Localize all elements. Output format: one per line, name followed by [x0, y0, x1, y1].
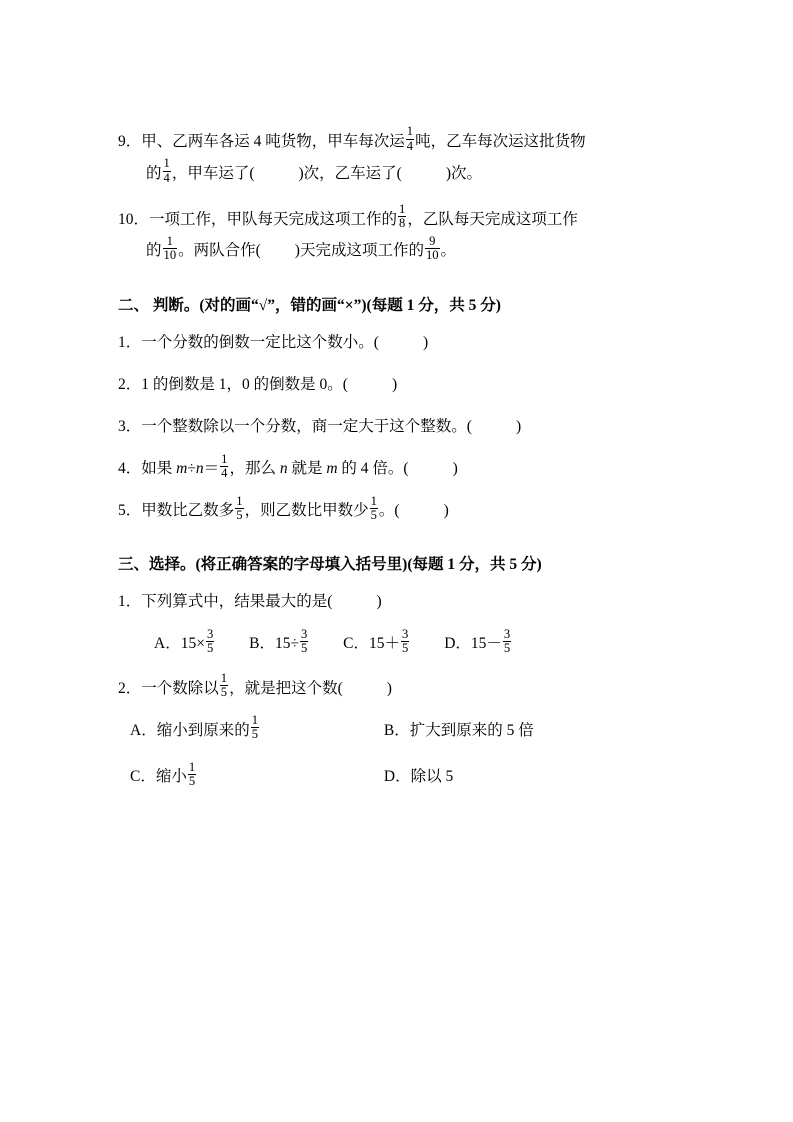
option-text: 15× — [180, 635, 205, 653]
true-false-item-2 — [118, 369, 707, 400]
item-text: 一个数除以 — [141, 679, 219, 697]
item-text: 的 — [146, 164, 162, 182]
item-text: 甲、乙两车各运 4 吨货物，甲车每次运 — [141, 133, 405, 150]
option-label: D． — [444, 635, 471, 653]
item-text: ) — [376, 593, 382, 611]
option-text: 缩小 — [155, 768, 187, 786]
fraction-one-fifth: $\frac{1}{5}$ — [220, 671, 228, 700]
option-text: 15＋ — [369, 635, 401, 653]
option-b[interactable] — [249, 628, 309, 661]
item-text: 下列算式中，结果最大的是( — [141, 593, 333, 611]
option-b[interactable] — [384, 715, 634, 748]
true-false-item-3 — [118, 411, 707, 442]
item-text: )次。 — [445, 164, 482, 182]
option-text: 缩小到原来的 — [156, 721, 250, 739]
choice-2-options-row-2 — [130, 761, 707, 794]
choice-2-options-row-1 — [130, 715, 707, 748]
item-line-2 — [146, 235, 707, 267]
variable-n: n — [279, 460, 288, 478]
item-number: 10． — [118, 210, 150, 228]
item-text: ) — [452, 460, 458, 478]
fraction-nine-tenths: $\frac{9}{10}$ — [425, 233, 439, 263]
item-text: 的 4 倍。( — [337, 460, 409, 478]
option-label: C． — [343, 635, 369, 653]
item-text: ) — [422, 334, 429, 352]
fraction-one-eighth: $\frac{1}{8}$ — [399, 201, 406, 231]
fraction-one-fifth: $\frac{1}{5}$ — [251, 713, 259, 742]
option-text: 除以 5 — [410, 768, 454, 786]
item-text: 。 — [440, 242, 457, 260]
choice-item-2 — [118, 673, 707, 704]
item-text: 甲数比乙数多 — [141, 502, 235, 520]
choice-1-options — [154, 628, 707, 661]
item-number: 3． — [118, 418, 142, 436]
fraction-one-fourth: $\frac{1}{4}$ — [163, 156, 170, 185]
item-number: 4． — [118, 460, 142, 478]
option-d[interactable] — [444, 628, 512, 661]
item-text: ) — [443, 502, 449, 520]
option-label: B． — [249, 635, 275, 653]
operator: ÷ — [187, 460, 196, 478]
true-false-item-4 — [118, 453, 707, 484]
option-a[interactable] — [130, 715, 380, 748]
item-text: ，甲车运了( — [171, 164, 255, 182]
true-false-item-1 — [118, 327, 707, 358]
item-text-cont: 吨，乙车每次运这批货物 — [415, 133, 586, 150]
item-text: 。两队合作( — [178, 242, 261, 260]
item-number: 2． — [118, 376, 142, 394]
item-text: 一个分数的倒数一定比这个数小。( — [141, 334, 379, 352]
item-number: 1． — [118, 593, 142, 611]
variable-n: n — [195, 460, 204, 478]
option-text: 扩大到原来的 5 倍 — [409, 721, 534, 739]
fraction-one-fourth: $\frac{1}{4}$ — [221, 451, 228, 480]
item-text: 如果 — [141, 460, 177, 478]
item-text: 一个整数除以一个分数，商一定大于这个整数。( — [141, 418, 472, 436]
fraction-one-fourth: $\frac{1}{4}$ — [406, 124, 414, 153]
variable-m: m — [176, 460, 188, 478]
item-text: ，就是把这个数( — [229, 679, 343, 697]
section-two-heading: 二、 判断。(对的画“√”，错的画“×”)(每题 1 分，共 5 分) — [118, 297, 501, 315]
item-line-2 — [146, 158, 707, 190]
item-text: ) — [391, 376, 398, 394]
fraction-one-fifth: $\frac{1}{5}$ — [188, 759, 196, 788]
fill-blank-item-10 — [118, 201, 707, 268]
option-text: 15÷ — [274, 635, 299, 653]
item-number: 2． — [118, 679, 142, 697]
fraction-one-fifth: $\frac{1}{5}$ — [236, 493, 243, 522]
item-text: 。( — [378, 502, 400, 520]
item-text: ) — [515, 418, 522, 436]
option-d[interactable] — [384, 761, 634, 794]
item-text: 就是 — [287, 460, 327, 478]
item-text: 一项工作，甲队每天完成这项工作的 — [149, 210, 398, 228]
item-number: 9． — [118, 133, 142, 150]
fraction-three-fifths: $\frac{3}{5}$ — [300, 626, 308, 655]
item-number: 1． — [118, 334, 142, 352]
choice-item-1 — [118, 586, 707, 617]
item-number: 5． — [118, 502, 142, 520]
item-text: ) — [386, 679, 392, 697]
item-text: )次，乙车运了( — [298, 164, 402, 182]
option-label: D． — [383, 768, 411, 786]
option-label: A． — [130, 721, 157, 739]
option-c[interactable] — [130, 761, 380, 794]
option-label: B． — [383, 721, 410, 739]
option-text: 15－ — [470, 635, 502, 653]
fraction-three-fifths: $\frac{3}{5}$ — [402, 626, 409, 655]
item-text: ，那么 — [229, 460, 280, 478]
fill-blank-item-9 — [118, 126, 707, 190]
true-false-item-5 — [118, 495, 707, 526]
item-text: )天完成这项工作的 — [294, 242, 424, 260]
variable-m: m — [326, 460, 338, 478]
fraction-three-fifths: $\frac{3}{5}$ — [206, 626, 214, 655]
item-text: ，则乙数比甲数少 — [244, 502, 369, 520]
option-c[interactable] — [343, 628, 410, 661]
item-text: 的 — [146, 242, 162, 260]
section-three-heading: 三、选择。(将正确答案的字母填入括号里)(每题 1 分，共 5 分) — [118, 556, 542, 574]
option-label: A． — [154, 635, 181, 653]
fraction-one-tenth: $\frac{1}{10}$ — [163, 233, 177, 263]
item-text-cont: ，乙队每天完成这项工作 — [407, 210, 578, 228]
item-text: 1 的倒数是 1，0 的倒数是 0。( — [141, 376, 348, 394]
operator: ＝ — [203, 460, 220, 478]
option-a[interactable] — [154, 628, 215, 661]
fraction-one-fifth: $\frac{1}{5}$ — [370, 493, 377, 522]
fraction-three-fifths: $\frac{3}{5}$ — [503, 626, 511, 655]
option-label: C． — [130, 768, 156, 786]
